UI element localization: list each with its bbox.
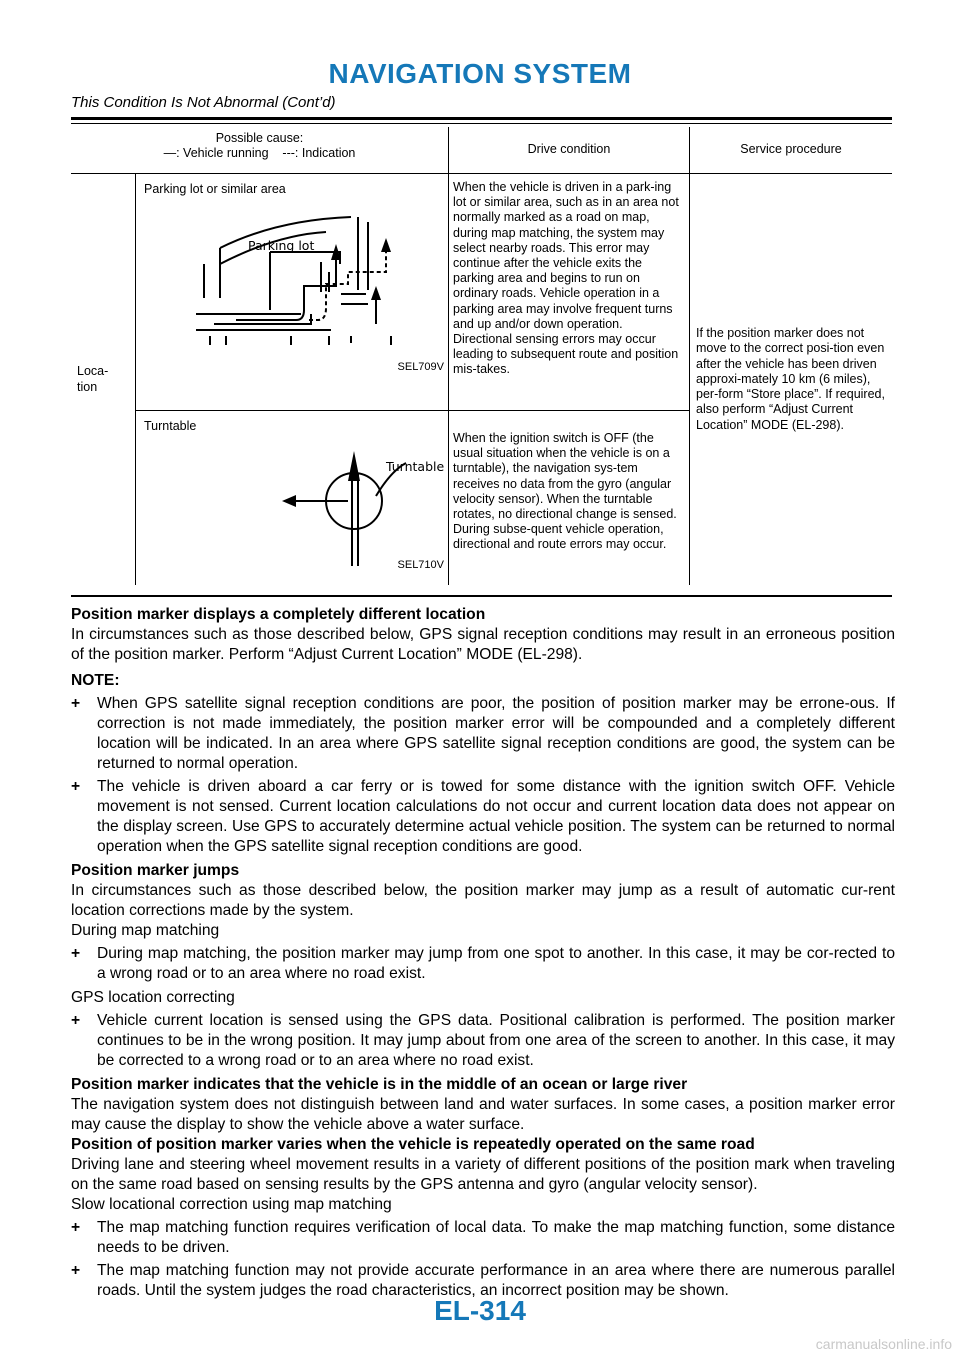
table-row <box>71 174 892 411</box>
bullet-mark: + <box>71 1219 81 1236</box>
parking-lot-figure <box>136 202 448 352</box>
header-rule <box>71 117 892 120</box>
figure-label-turntable: Turntable <box>386 459 445 474</box>
col-header-cause-line2: —: Vehicle running ---: Indication <box>163 146 356 161</box>
section-heading: Position marker jumps <box>71 862 240 879</box>
list-item <box>71 777 895 857</box>
body-content <box>71 605 895 1304</box>
figure-label-parking: Parking lot <box>248 238 315 253</box>
list-item-text: When GPS satellite signal reception conditions are poor, the position of position marker may be errone-ous. If correction is not made immediately, the position marker error will be compounded and a completely different location will be indicated. In an area where GPS satellite signal reception conditions are good, the system can be returned to normal operation. <box>97 695 895 772</box>
bullet-mark: + <box>71 1262 81 1279</box>
drive-condition-parking: When the vehicle is driven in a park-ing lot or similar area, such as in an area not normally marked as a road on map, during map matching, the system may select nearby roads. This error may continue after the vehicle exits the parking area and begins to run on ordinary roads. Vehicle operation in a parking area may involve frequent turns and up and/or down operation. Directional sensing errors may occur leading to subsequent route and position mis-takes. <box>449 174 690 411</box>
bullet-mark: + <box>71 1012 81 1029</box>
service-procedure: If the position marker does not move to the correct posi-tion even after the vehicle has been driven approxi-mately 10 km (6 miles), per-form “Store place”. If required, also perform “Adjust Current Location” MODE (EL-298). <box>696 326 885 432</box>
list-item-text: During map matching, the position marker may jump from one spot to another. In this case, it may be cor-rected to a wrong road or to an area where no road exist. <box>97 945 895 982</box>
list-item-text: Vehicle current location is sensed using the GPS data. Positional calibration is performed. The position marker continues to be in the wrong position. It may jump about from one area of the screen to another. In this case, it may be corrected to a wrong road or to an area where no road exist. <box>97 1012 895 1069</box>
bullet-mark: + <box>71 778 81 795</box>
list-item-text: The map matching function may not provide accurate performance in an area where there are numerous parallel roads. Until the system judges the road characteristics, an incorrect position may be shown. <box>97 1262 895 1299</box>
figure-code-turntable: SEL710V <box>397 559 444 571</box>
page-number: EL-314 <box>434 1295 526 1326</box>
bullet-mark: + <box>71 945 81 962</box>
figure-cell-turntable <box>136 411 449 586</box>
section-text: The navigation system does not distinguish between land and water surfaces. In some cases, a position marker error may cause the display to show the vehicle above a water surface. <box>71 1096 895 1133</box>
list-item <box>71 944 895 984</box>
list-item <box>71 1218 895 1258</box>
col-header-drive: Drive condition <box>449 127 690 174</box>
list-item <box>71 1011 895 1071</box>
section-text: In circumstances such as those described below, GPS signal reception conditions may result in an erroneous position of the position marker. Perform “Adjust Current Location” MODE (EL-298). <box>71 626 895 663</box>
figure-title-parking: Parking lot or similar area <box>144 182 286 196</box>
condition-table <box>71 127 892 585</box>
figure-cell-parking <box>136 174 449 411</box>
row-group-label: Loca- tion <box>71 174 136 586</box>
col-header-cause-line1: Possible cause: <box>215 131 304 145</box>
table-header-row <box>71 127 892 174</box>
section-text: Driving lane and steering wheel movement results in a variety of different positions of the position mark when traveling on the same road based on sensing results by the GPS antenna and gyro (angular velocity sensor). <box>71 1156 895 1193</box>
col-header-service: Service procedure <box>740 142 842 157</box>
table-bottom-rule <box>71 595 892 597</box>
section-heading: Position marker displays a completely different location <box>71 606 486 623</box>
header-rule-thin <box>71 123 892 124</box>
list-item <box>71 694 895 774</box>
section-heading: Position of position marker varies when the vehicle is repeatedly operated on the same road <box>71 1136 755 1153</box>
subheading: During map matching <box>71 922 220 939</box>
section-heading: Position marker indicates that the vehicle is in the middle of an ocean or large river <box>71 1076 688 1093</box>
col-header-cause <box>71 127 449 174</box>
drive-condition-turntable: When the ignition switch is OFF (the usual situation when the vehicle is on a turntable), the navigation sys-tem receives no data from the gyro (angular velocity sensor). When the turntable rotates, no directional change is sensed. During subse-quent vehicle operation, directional and route errors may occur. <box>449 411 690 586</box>
list-item-text: The map matching function requires verification of local data. To make the map matching function, some distance needs to be driven. <box>97 1219 895 1256</box>
page-title: NAVIGATION SYSTEM <box>328 58 632 89</box>
page-subtitle: This Condition Is Not Abnormal (Cont’d) <box>71 94 336 111</box>
figure-code-parking: SEL709V <box>397 361 444 373</box>
list-item-text: The vehicle is driven aboard a car ferry or is towed for some distance with the ignition switch OFF. Vehicle movement is not sensed. Current location calculations do not occur and current location data does not appear on the display screen. Use GPS to accurately determine actual vehicle position. The system can be returned to normal operation when the GPS satellite signal reception conditions are good. <box>97 778 895 855</box>
section-text: In circumstances such as those described below, the position marker may jump as a result of automatic cur-rent location corrections made by the system. <box>71 882 895 919</box>
subheading: GPS location correcting <box>71 989 235 1006</box>
watermark: carmanualsonline.info <box>815 1336 952 1352</box>
bullet-mark: + <box>71 695 81 712</box>
subheading: Slow locational correction using map matching <box>71 1196 392 1213</box>
note-label: NOTE: <box>71 672 120 689</box>
figure-title-turntable: Turntable <box>144 419 197 433</box>
